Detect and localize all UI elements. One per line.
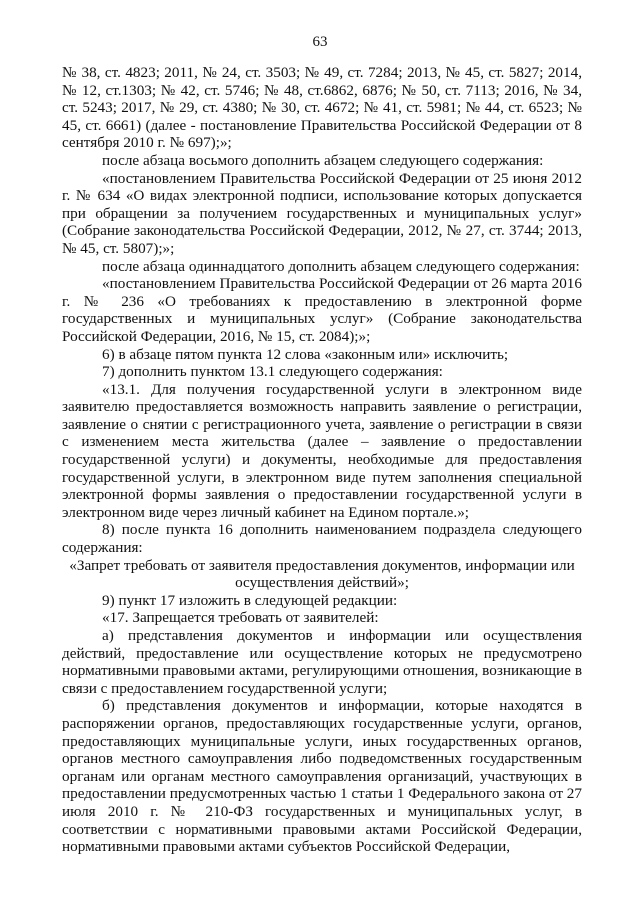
paragraph: 9) пункт 17 изложить в следующей редакции: [102, 591, 398, 609]
paragraph: после абзаца восьмого дополнить абзацем следующего содержания: [102, 151, 544, 169]
paragraph: а) представления документов и информации или осуществления действий, предоставление или осуществление которых не предусмотрено нормативными правовыми актами, регулирующими отношения, возникающие в связи с предоставлением государственной услуги; [62, 627, 582, 697]
paragraph: 7) дополнить пунктом 13.1 следующего содержания: [102, 363, 443, 381]
paragraph: после абзаца одиннадцатого дополнить абзацем следующего содержания: [102, 257, 580, 275]
page-number: 63 [312, 34, 328, 50]
paragraph: «13.1. Для получения государственной услуги в электронном виде заявителю предоставляется возможность направить заявление о регистрации, заявление о снятии с регистрационного учета, заявление о регистрации в связи с изменением места жительства (далее – заявление о предоставлении государственной услуги) и документы, необходимые для предоставления государственной услуги, в электронном виде путем заполнения специальной электронной формы заявления о предоставлении государственной услуги в электронном виде через личный кабинет на Едином портале.»; [62, 380, 582, 521]
paragraph: «постановлением Правительства Российской Федерации от 25 июня 2012 г. № 634 «О видах электронной подписи, использование которых допускается при обращении за получением государственных и муниципальных услуг» (Собрание законодательства Российской Федерации, 2012, № 27, ст. 3744; 2013, № 45, ст. 5807);»; [62, 169, 582, 257]
document-body [62, 64, 582, 856]
paragraph: «17. Запрещается требовать от заявителей: [102, 609, 379, 627]
subsection-heading: «Запрет требовать от заявителя предоставления документов, информации или осуществления действий»; [69, 556, 575, 592]
paragraph: 6) в абзаце пятом пункта 12 слова «законным или» исключить; [102, 345, 509, 363]
paragraph: б) представления документов и информации, которые находятся в распоряжении органов, предоставляющих государственные услуги, органов, предоставляющих муниципальные услуги, иных государственных органов, органов местного самоуправления либо подведомственных государственным органам или органам местного самоуправления организаций, участвующих в предоставлении предусмотренных частью 1 статьи 1 Федерального закона от 27 июля 2010 г. № 210-ФЗ государственных и муниципальных услуг, в соответствии с нормативными правовыми актами Российской Федерации, нормативными правовыми актами субъектов Российской Федерации, [62, 697, 582, 856]
paragraph-continuation: № 38, ст. 4823; 2011, № 24, ст. 3503; № 49, ст. 7284; 2013, № 45, ст. 5827; 2014, № 12, ст.1303; № 42, ст. 5746; № 48, ст.6862, 6876; № 50, ст. 7113; 2016, № 34, ст. 5243; 2017, № 29, ст. 4380; № 30, ст. 4672; № 41, ст. 5981; № 44, ст. 6523; № 45, ст. 6661) (далее - постановление Правительства Российской Федерации от 8 сентября 2010 г. № 697);»; [62, 64, 582, 152]
paragraph: «постановлением Правительства Российской Федерации от 26 марта 2016 г. № 236 «О требованиях к предоставлению в электронной форме государственных и муниципальных услуг» (Собрание законодательства Российской Федерации, 2016, № 15, ст. 2084);»; [62, 275, 582, 345]
paragraph: 8) после пункта 16 дополнить наименованием подраздела следующего содержания: [62, 521, 582, 557]
